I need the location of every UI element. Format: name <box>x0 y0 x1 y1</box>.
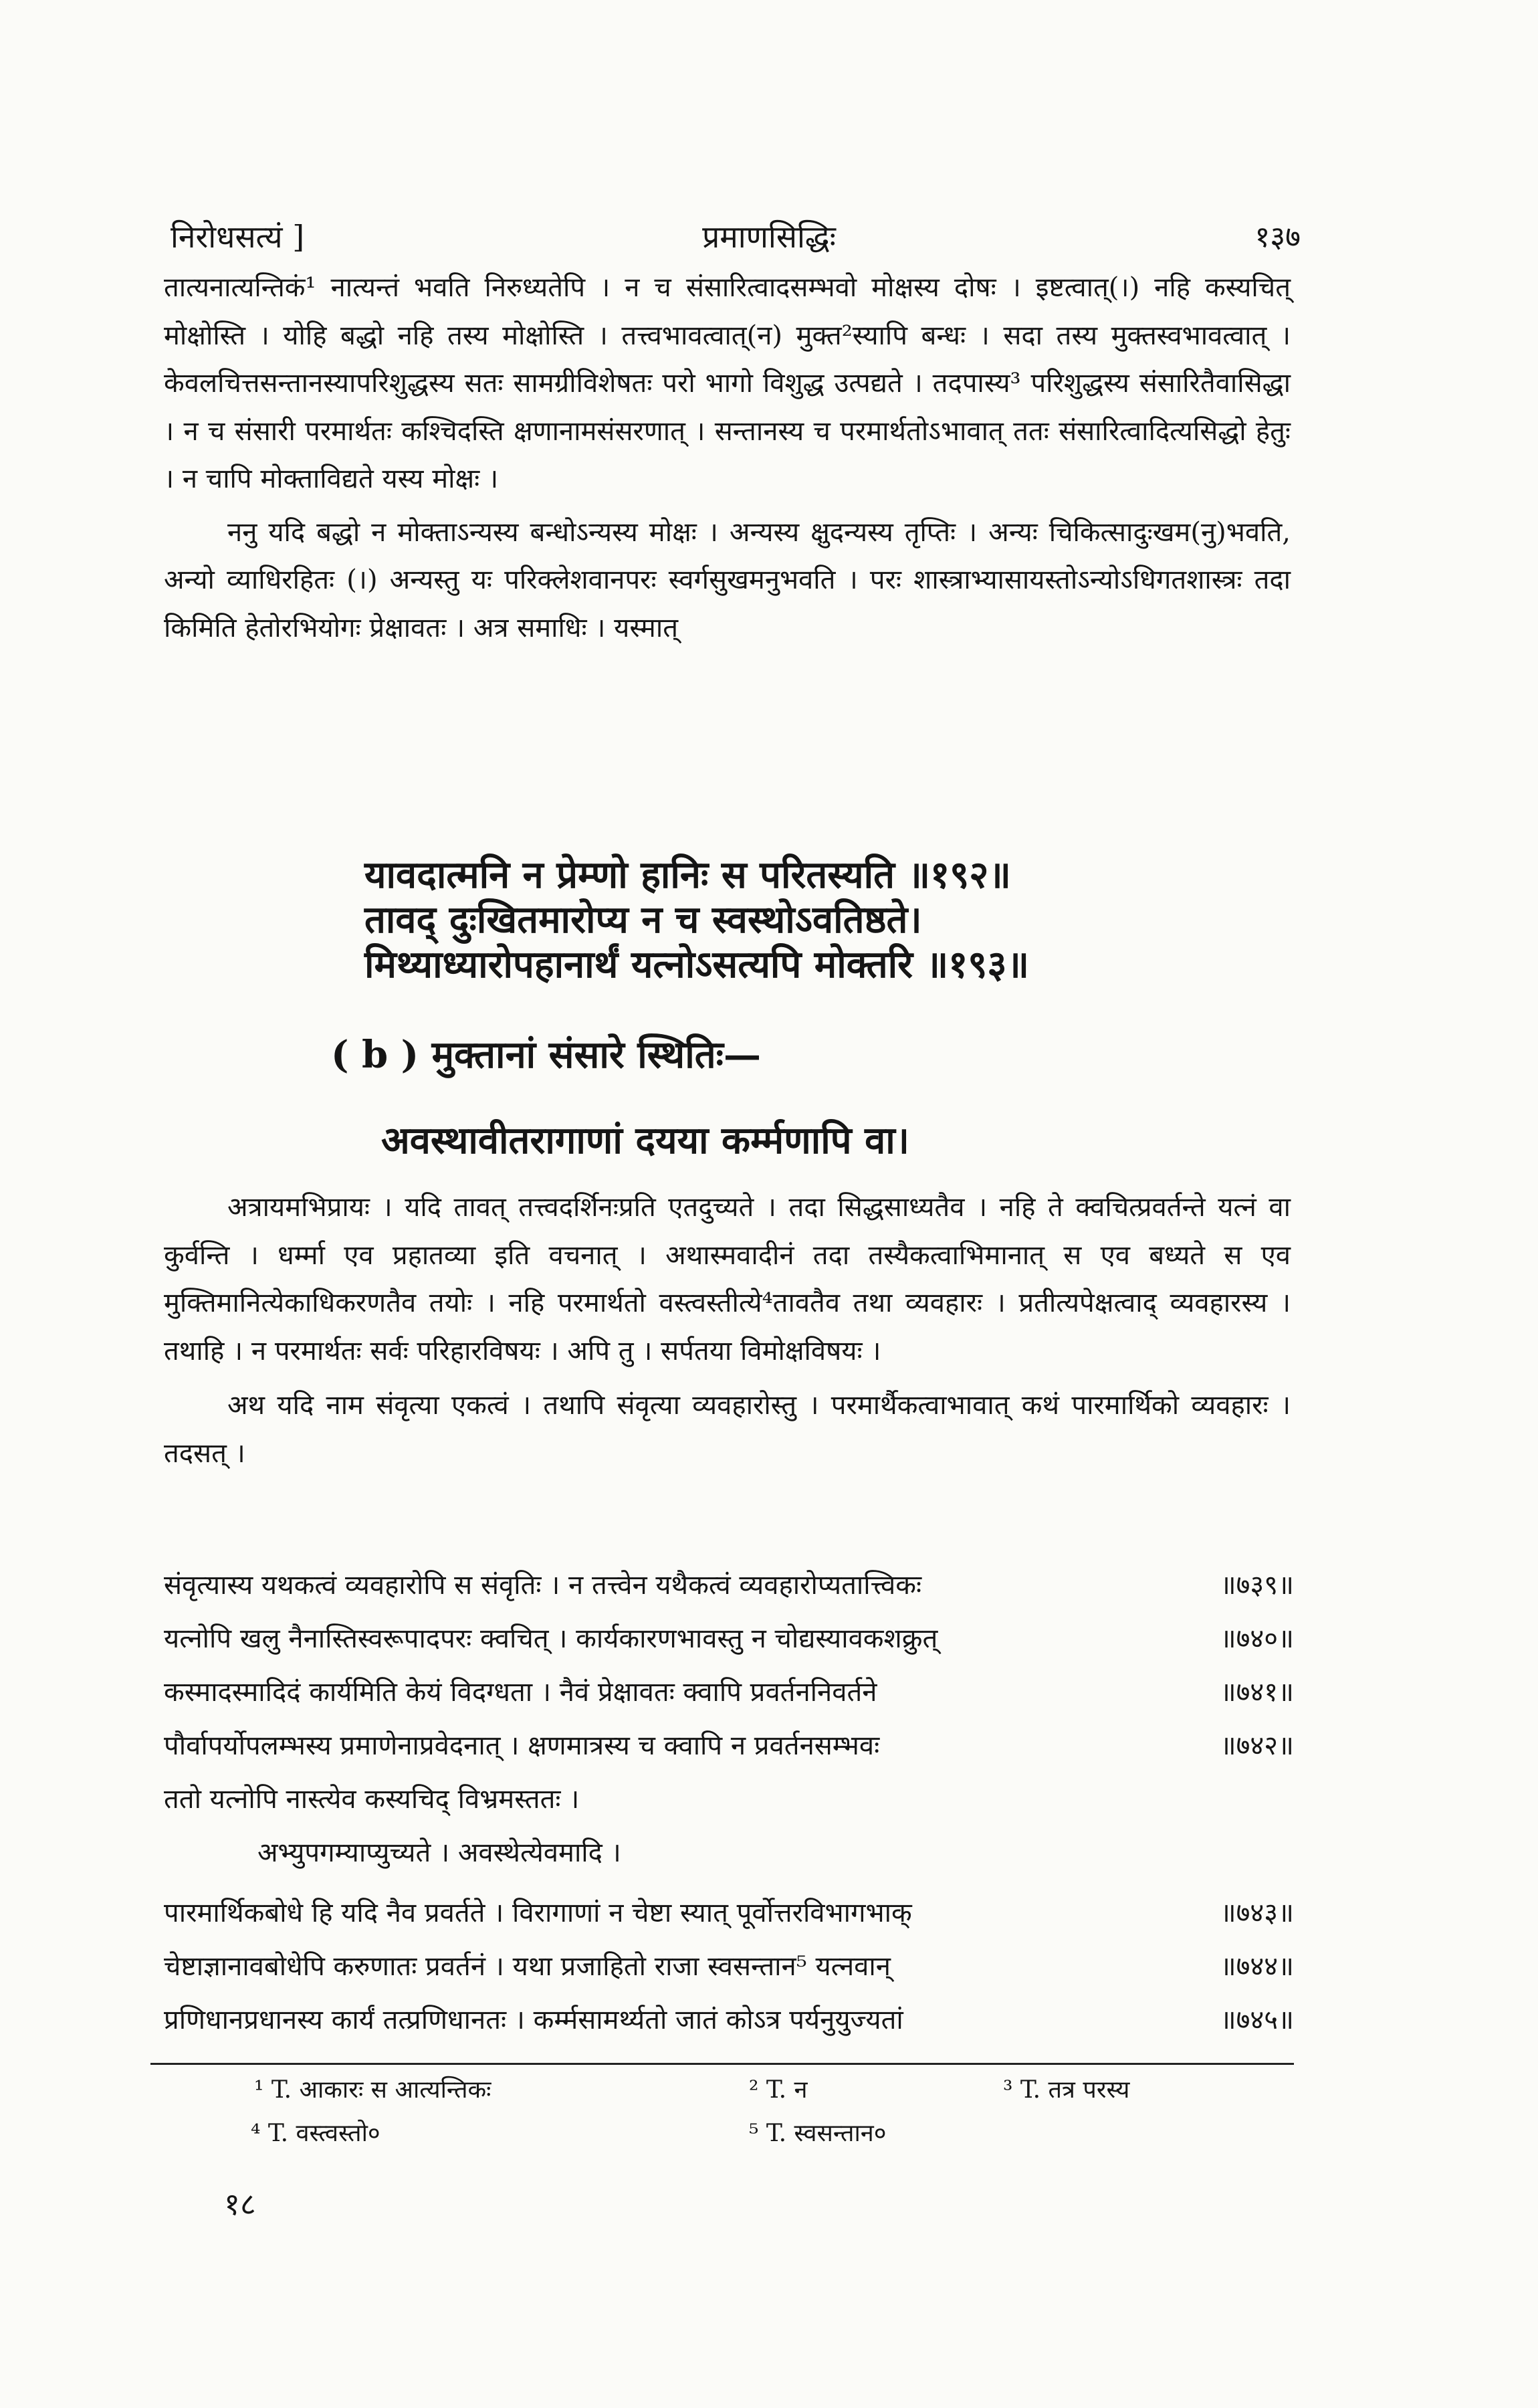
karika-number: ॥७४३॥ <box>1220 1898 1294 1928</box>
karika-line <box>164 1993 1294 2047</box>
paragraph-3: अत्रायमभिप्रायः । यदि तावत् तत्त्वदर्शिनःप्रति एतदुच्यते । तदा सिद्धसाध्यतैव । नहि ते क्वचित्प्रवर्तन्ते यत्नं वा कुर्वन्ति । धर्म्मा एव प्रहातव्या इति वचनात् । अथास्मवादीनं तदा तस्यैकत्वाभिमानात् स एव बध्यते स एव मुक्तिमानित्येकाधिकरणतैव तयोः । नहि परमार्थतो वस्त्वस्तीत्ये⁴तावतैव तथा व्यवहारः । प्रतीत्यपेक्षत्वाद् व्यवहारस्य । तथाहि । न परमार्थतः सर्वः परिहारविषयः । अपि तु । सर्पतया विमोक्षविषयः । <box>164 1192 1291 1367</box>
karika-line <box>164 1719 1294 1773</box>
karika-number: ॥७३९॥ <box>1220 1570 1294 1601</box>
page-number: १३७ <box>1254 220 1301 254</box>
karika-text: ततो यत्नोपि नास्त्येव कस्यचिद् विभ्रमस्ततः । <box>164 1784 580 1815</box>
karika-line <box>164 1940 1294 1993</box>
verse-block <box>364 853 1029 987</box>
karika-text: चेष्टाज्ञानावबोधेपि करुणातः प्रवर्तनं । यथा प्रजाहितो राजा स्वसन्तान⁵ यत्नवान् <box>164 1951 891 1982</box>
footnote-5: ⁵ T. स्वसन्तान० <box>749 2120 887 2147</box>
section-heading: ( b ) मुक्तानां संसारे स्थितिः— <box>331 1033 761 1077</box>
section-verse: अवस्थावीतरागाणां दयया कर्म्मणापि वा। <box>381 1118 909 1163</box>
running-header-left: निरोधसत्यं ] <box>171 219 305 255</box>
prose-block-1 <box>164 264 1291 652</box>
intro-line <box>257 1829 1260 1878</box>
verse-line-2: तावद् दुःखितमारोप्य न च स्वस्थोऽवतिष्ठते। <box>364 898 922 942</box>
paragraph-2: ननु यदि बद्धो न मोक्ताऽन्यस्य बन्धोऽन्यस्य मोक्षः । अन्यस्य क्षुदन्यस्य तृप्तिः । अन्यः चिकित्सादुःखम(नु)भवति, अन्यो व्याधिरहितः (।) अन्यस्तु यः परिक्लेशवानपरः स्वर्गसुखमनुभवति । परः शास्त्राभ्यासायस्तोऽन्योऽधिगतशास्त्रः तदा किमिति हेतोरभियोगः प्रेक्षावतः । अत्र समाधिः । यस्मात् <box>164 516 1291 643</box>
karika-number: ॥७४४॥ <box>1220 1951 1294 1982</box>
footnote-4: ⁴ T. वस्त्वस्तो० <box>251 2120 380 2147</box>
prose-block-2 <box>164 1184 1291 1478</box>
karika-line <box>164 1773 1294 1826</box>
karika-text: पौर्वापर्योपलम्भस्य प्रमाणेनाप्रवेदनात् । क्षणमात्रस्य च क्वापि न प्रवर्तनसम्भवः <box>164 1730 880 1761</box>
footnote-2: ² T. न <box>749 2076 808 2104</box>
karika-text: कस्मादस्मादिदं कार्यमिति केयं विदग्धता । नैवं प्रेक्षावतः क्वापि प्रवर्तननिवर्तने <box>164 1677 877 1708</box>
karika-number: ॥७४२॥ <box>1220 1730 1294 1761</box>
karika-line <box>164 1886 1294 1940</box>
footnote-1: ¹ T. आकारः स आत्यन्तिकः <box>254 2076 491 2104</box>
folio-signature: १८ <box>224 2186 256 2222</box>
verse-line-3: मिथ्याध्यारोपहानार्थं यत्नोऽसत्यपि मोक्तरि ॥१९३॥ <box>364 942 1030 987</box>
karika-line <box>164 1612 1294 1666</box>
footnote-rule <box>150 2063 1294 2065</box>
karika-text: प्रणिधानप्रधानस्य कार्यं तत्प्रणिधानतः । कर्म्मसामर्थ्यतो जातं कोऽत्र पर्यनुयुज्यतां <box>164 2005 903 2035</box>
intro-text: अभ्युपगम्याप्युच्यते । अवस्थेत्येवमादि । <box>257 1837 621 1868</box>
karika-number: ॥७४५॥ <box>1220 2005 1294 2035</box>
karika-number: ॥७४१॥ <box>1220 1677 1294 1708</box>
karika-number: ॥७४०॥ <box>1220 1623 1294 1654</box>
paragraph-4: अथ यदि नाम संवृत्या एकत्वं । तथापि संवृत्या व्यवहारोस्तु । परमार्थैकत्वाभावात् कथं पारमार्थिको व्यवहारः । तदसत् । <box>164 1390 1291 1469</box>
footnote-3: ³ T. तत्र परस्य <box>1003 2076 1130 2104</box>
verse-line-1: यावदात्मनि न प्रेम्णो हानिः स परितस्यति ॥१९२॥ <box>364 853 1011 897</box>
karika-line <box>164 1666 1294 1719</box>
paragraph-1: तात्यनात्यन्तिकं¹ नात्यन्तं भवति निरुध्यतेपि । न च संसारित्वादसम्भवो मोक्षस्य दोषः । इष्टत्वात्(।) नहि कस्यचित् मोक्षोस्ति । योहि बद्धो नहि तस्य मोक्षोस्ति । तत्त्वभावत्वात्(न) मुक्त²स्यापि बन्धः । सदा तस्य मुक्तस्वभावत्वात् । केवलचित्तसन्तानस्यापरिशुद्धस्य सतः सामग्रीविशेषतः परो भागो विशुद्ध उत्पद्यते । तदपास्य³ परिशुद्धस्य संसारितैवासिद्धा । न च संसारी परमार्थतः कश्चिदस्ति क्षणानामसंसरणात् । सन्तानस्य च परमार्थतोऽभावात् ततः संसारित्वादित्यसिद्धो हेतुः । न चापि मोक्ताविद्यते यस्य मोक्षः । <box>164 272 1291 494</box>
karika-group-1 <box>164 1559 1294 1826</box>
karika-text: पारमार्थिकबोधे हि यदि नैव प्रवर्तते । विरागाणां न चेष्टा स्यात् पूर्वोत्तरविभागभाक् <box>164 1898 912 1928</box>
running-header-title: प्रमाणसिद्धिः <box>702 219 836 255</box>
karika-text: संवृत्यास्य यथकत्वं व्यवहारोपि स संवृतिः । न तत्त्वेन यथैकत्वं व्यवहारोप्यतात्त्विकः <box>164 1570 922 1601</box>
karika-text: यत्नोपि खलु नैनास्तिस्वरूपादपरः क्वचित् । कार्यकारणभावस्तु न चोद्यस्यावकशक्रुत् <box>164 1623 938 1654</box>
karika-line <box>164 1559 1294 1612</box>
karika-group-2 <box>164 1886 1294 2047</box>
